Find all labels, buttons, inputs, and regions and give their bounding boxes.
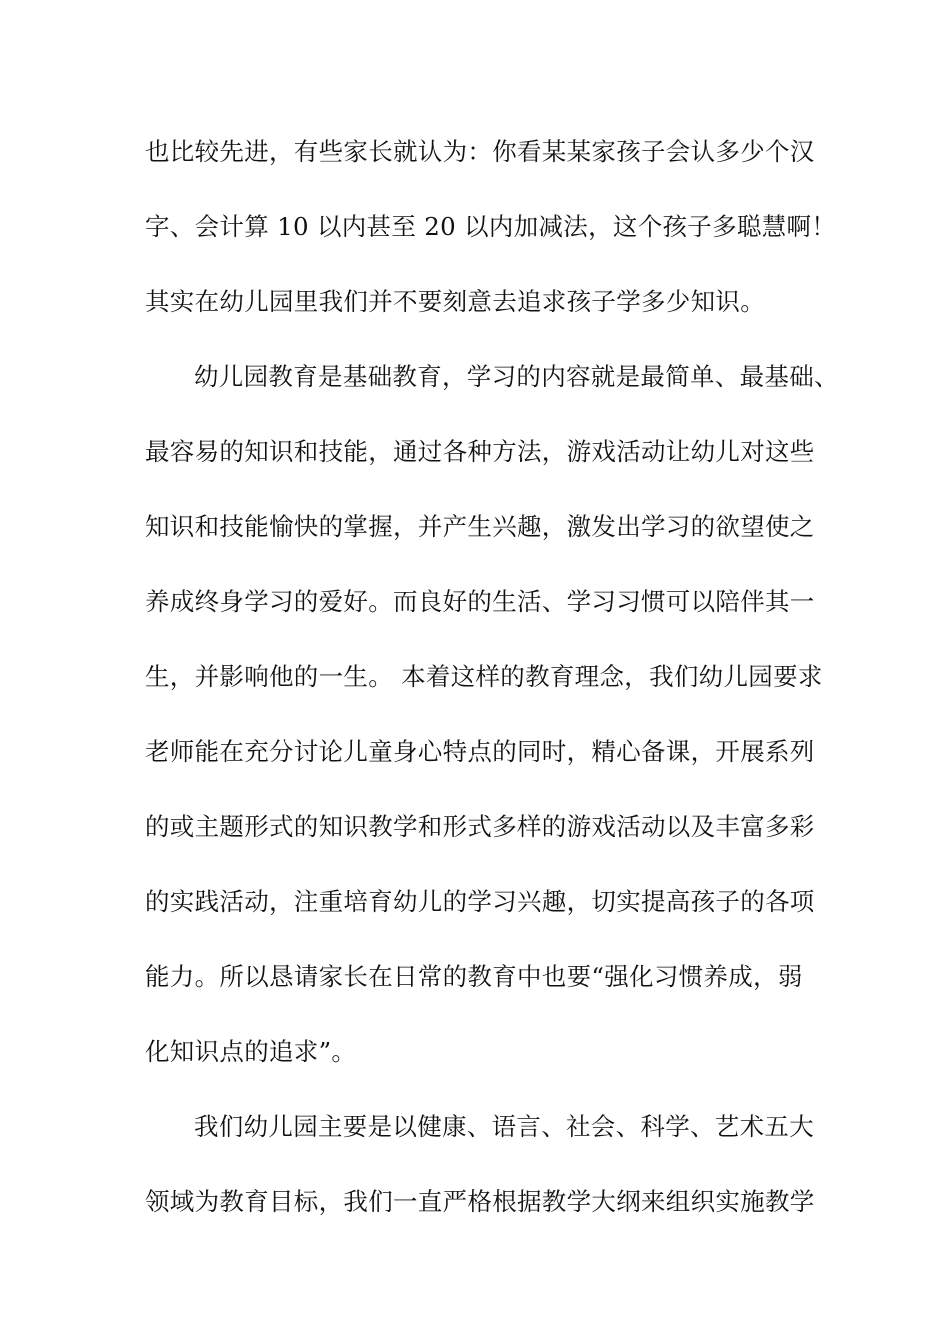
text-line: 老师能在充分讨论儿童身心特点的同时，精心备课，开展系列 (145, 737, 815, 766)
paragraph-first-line: 我们幼儿园主要是以健康、语言、社会、科学、艺术五大 (194, 1112, 814, 1141)
text-line: 也比较先进，有些家长就认为：你看某某家孩子会认多少个汉 (145, 137, 815, 166)
text-line: 最容易的知识和技能，通过各种方法，游戏活动让幼儿对这些 (145, 437, 815, 466)
text-line: 领域为教育目标，我们一直严格根据教学大纲来组织实施教学 (145, 1187, 815, 1216)
text-line: 能力。所以恳请家长在日常的教育中也要“强化习惯养成，弱 (145, 962, 803, 991)
text-line: 字、会计算 10 以内甚至 20 以内加减法，这个孩子多聪慧啊！ (145, 212, 837, 241)
text-line: 其实在幼儿园里我们并不要刻意去追求孩子学多少知识。 (145, 287, 765, 316)
text-line: 知识和技能愉快的掌握，并产生兴趣，激发出学习的欲望使之 (145, 512, 815, 541)
text-line: 的或主题形式的知识教学和形式多样的游戏活动以及丰富多彩 (145, 812, 815, 841)
text-line: 生，并影响他的一生。 本着这样的教育理念，我们幼儿园要求 (145, 662, 823, 691)
text-line: 的实践活动，注重培育幼儿的学习兴趣，切实提高孩子的各项 (145, 887, 815, 916)
text-line: 化知识点的追求”。 (145, 1037, 357, 1066)
text-line: 养成终身学习的爱好。而良好的生活、学习习惯可以陪伴其一 (145, 587, 815, 616)
paragraph-first-line: 幼儿园教育是基础教育，学习的内容就是最简单、最基础、 (194, 362, 839, 391)
